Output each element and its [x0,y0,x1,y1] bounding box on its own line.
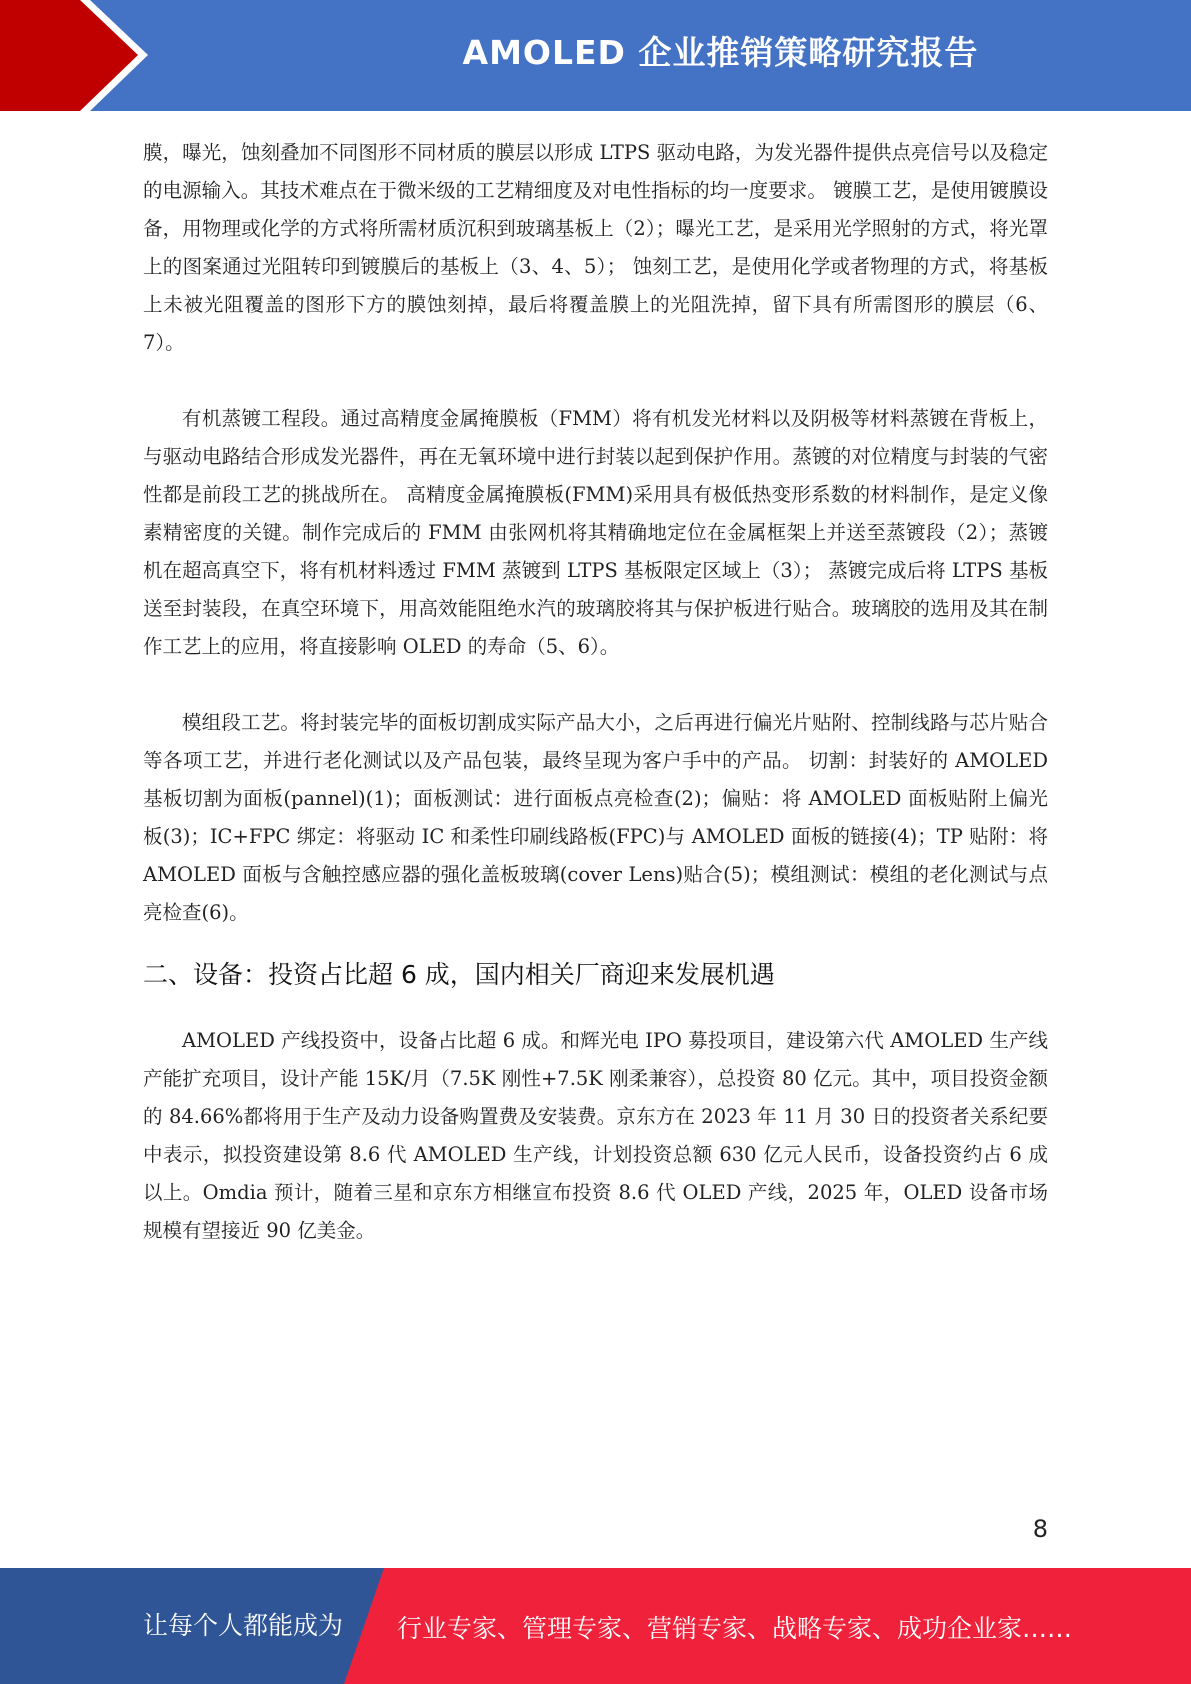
page-footer [0,1568,1191,1684]
page-number: 8 [1032,1515,1048,1543]
footer-slogan-right: 行业专家、管理专家、营销专家、战略专家、成功企业家…… [397,1614,1073,1643]
paragraph-ltps-process: 膜，曝光，蚀刻叠加不同图形不同材质的膜层以形成 LTPS 驱动电路，为发光器件提供点亮信号以及稳定的电源输入。其技术难点在于微米级的工艺精细度及对电性指标的均一度要求。 镀膜工艺，是使用镀膜设备，用物理或化学的方式将所需材质沉积到玻璃基板上（2）；曝光工艺，是采用光学照射的方式，将光罩上的图案通过光阻转印到镀膜后的基板上（3、4、5）； 蚀刻工艺，是使用化学或者物理的方式，将基板上未被光阻覆盖的图形下方的膜蚀刻掉，最后将覆盖膜上的光阻洗掉，留下具有所需图形的膜层（6、7）。 [143,141,1048,354]
header-title: AMOLED 企业推销策略研究报告 [462,33,979,72]
paragraph-evaporation-process: 有机蒸镀工程段。通过高精度金属掩膜板（FMM）将有机发光材料以及阴极等材料蒸镀在背板上，与驱动电路结合形成发光器件，再在无氧环境中进行封装以起到保护作用。蒸镀的对位精度与封装的气密性都是前段工艺的挑战所在。 高精度金属掩膜板(FMM)采用具有极低热变形系数的材料制作，是定义像素精密度的关键。制作完成后的 FMM 由张网机将其精确地定位在金属框架上并送至蒸镀段（2）；蒸镀机在超高真空下，将有机材料透过 FMM 蒸镀到 LTPS 基板限定区域上（3）； 蒸镀完成后将 LTPS 基板送至封装段，在真空环境下，用高效能阻绝水汽的玻璃胶将其与保护板进行贴合。玻璃胶的选用及其在制作工艺上的应用，将直接影响 OLED 的寿命（5、6）。 [143,407,1048,658]
footer-slogan-left: 让每个人都能成为 [143,1611,344,1640]
header-chevron-decoration [0,0,260,111]
page-header [0,0,1191,111]
section-heading: 二、设备：投资占比超 6 成，国内相关厂商迎来发展机遇 [143,960,775,989]
paragraph-module-process: 模组段工艺。将封装完毕的面板切割成实际产品大小，之后再进行偏光片贴附、控制线路与芯片贴合等各项工艺，并进行老化测试以及产品包装，最终呈现为客户手中的产品。 切割：封装好的 AMOLED 基板切割为面板(pannel)(1)；面板测试：进行面板点亮检查(2)；偏贴：将 AMOLED 面板贴附上偏光板(3)；IC+FPC 绑定：将驱动 IC 和柔性印刷线路板(FPC)与 AMOLED 面板的链接(4)；TP 贴附：将 AMOLED 面板与含触控感应器的强化盖板玻璃(cover Lens)贴合(5)；模组测试：模组的老化测试与点亮检查(6)。 [143,711,1048,924]
document-body [143,134,1048,1250]
paragraph-equipment-investment: AMOLED 产线投资中，设备占比超 6 成。和辉光电 IPO 募投项目，建设第六代 AMOLED 生产线产能扩充项目，设计产能 15K/月（7.5K 刚性+7.5K 刚柔兼容），总投资 80 亿元。其中，项目投资金额的 84.66%都将用于生产及动力设备购置费及安装费。京东方在 2023 年 11 月 30 日的投资者关系纪要中表示，拟投资建设第 8.6 代 AMOLED 生产线，计划投资总额 630 亿元人民币，设备投资约占 6 成以上。Omdia 预计，随着三星和京东方相继宣布投资 8.6 代 OLED 产线，2025 年，OLED 设备市场规模有望接近 90 亿美金。 [143,1029,1048,1242]
